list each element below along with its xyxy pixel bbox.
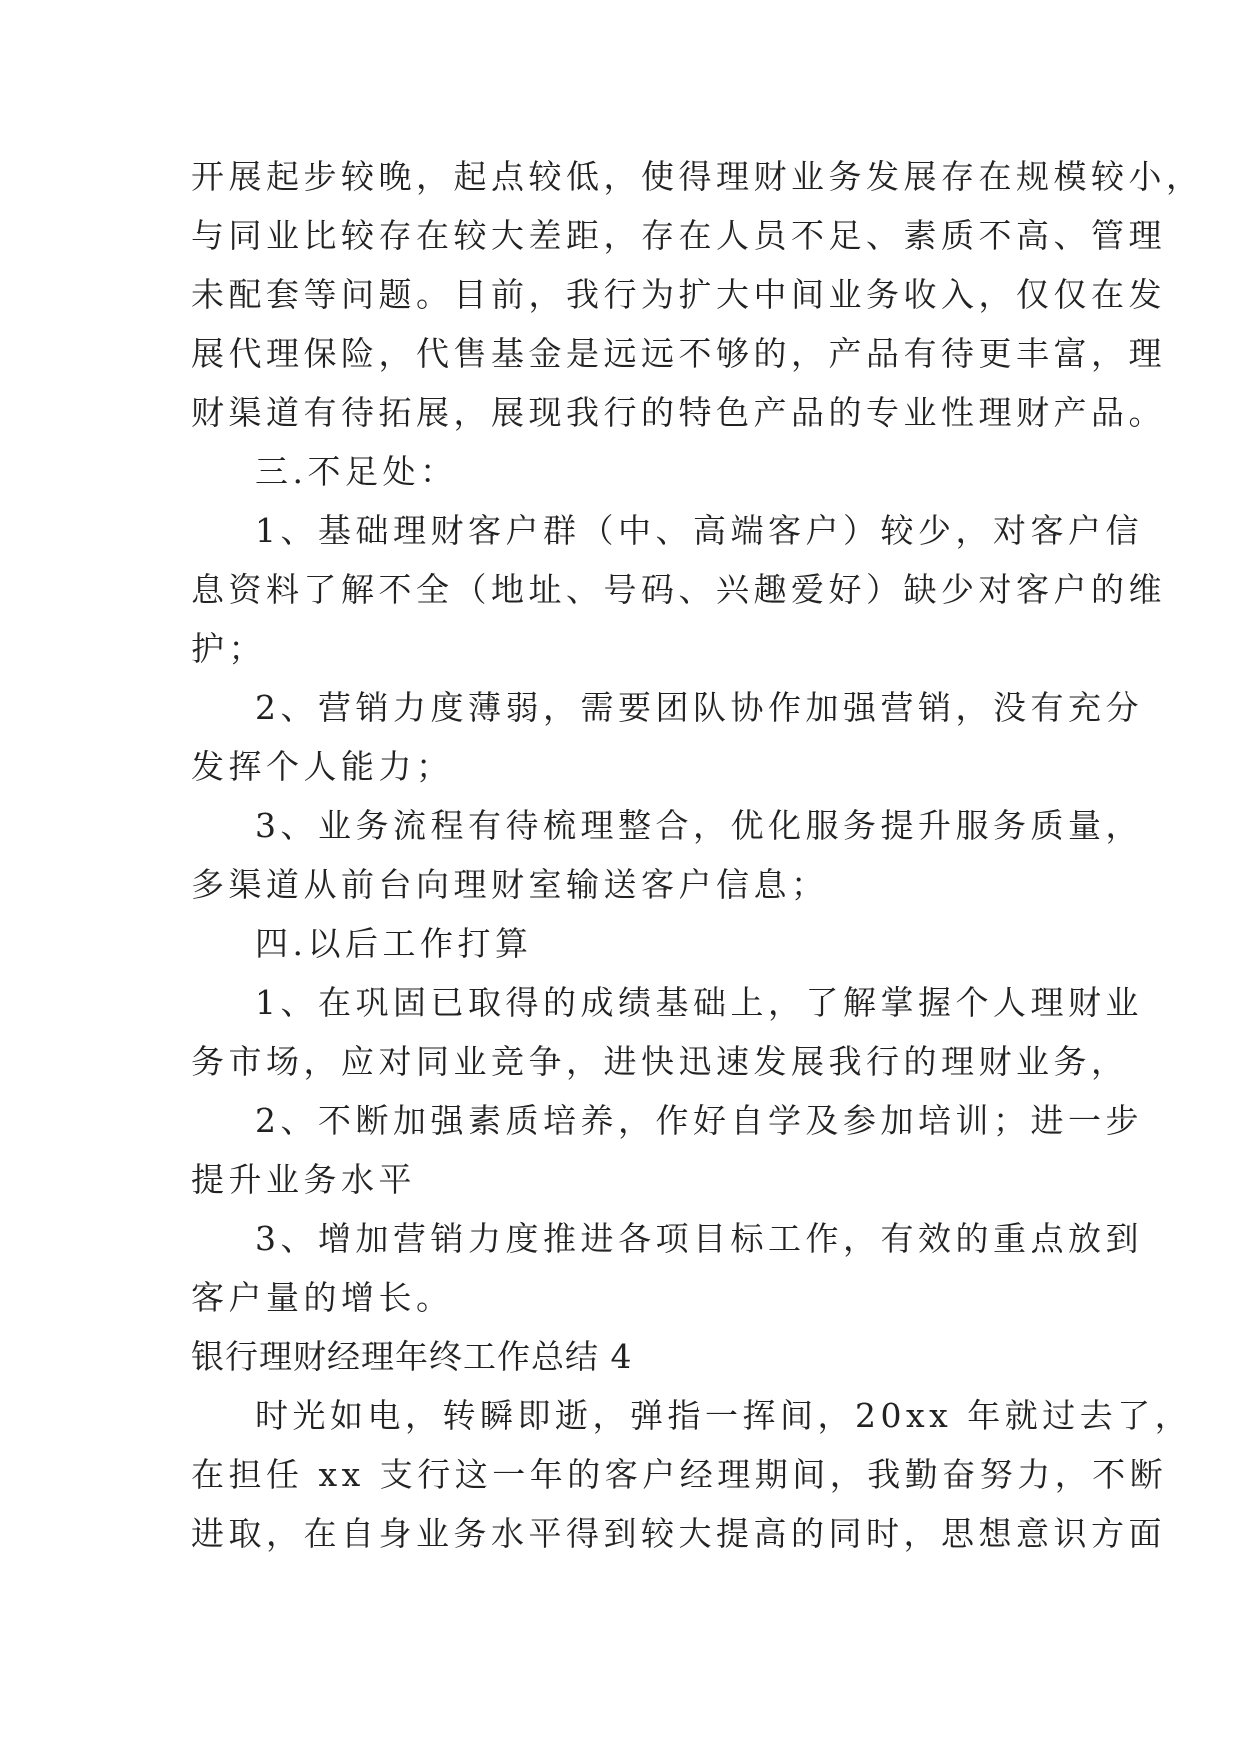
- text-line: 时光如电，转瞬即逝，弹指一挥间，20xx 年就过去了，: [255, 1396, 1193, 1435]
- section-heading: 四.以后工作打算: [255, 924, 533, 963]
- text-line: 2、营销力度薄弱，需要团队协作加强营销，没有充分: [255, 688, 1143, 727]
- text-line: 1、在巩固已取得的成绩基础上，了解掌握个人理财业: [255, 983, 1143, 1022]
- text-line: 提升业务水平: [191, 1160, 416, 1199]
- text-line: 在担任 xx 支行这一年的客户经理期间，我勤奋努力，不断: [191, 1455, 1168, 1494]
- text-line: 客户量的增长。: [191, 1278, 454, 1317]
- text-line: 未配套等问题。目前，我行为扩大中间业务收入，仅仅在发: [191, 275, 1166, 314]
- text-line: 展代理保险，代售基金是远远不够的，产品有待更丰富，理: [191, 334, 1166, 373]
- text-line: 开展起步较晚，起点较低，使得理财业务发展存在规模较小，: [191, 157, 1204, 196]
- document-title: 银行理财经理年终工作总结 4: [191, 1337, 633, 1376]
- text-line: 1、基础理财客户群（中、高端客户）较少，对客户信: [255, 511, 1143, 550]
- text-line: 息资料了解不全（地址、号码、兴趣爱好）缺少对客户的维: [191, 570, 1166, 609]
- text-line: 发挥个人能力；: [191, 747, 454, 786]
- section-heading: 三.不足处：: [255, 452, 458, 491]
- text-line: 3、增加营销力度推进各项目标工作，有效的重点放到: [255, 1219, 1143, 1258]
- text-line: 进取，在自身业务水平得到较大提高的同时，思想意识方面: [191, 1514, 1166, 1553]
- text-line: 务市场，应对同业竞争，进快迅速发展我行的理财业务，: [191, 1042, 1129, 1081]
- text-line: 3、业务流程有待梳理整合，优化服务提升服务质量，: [255, 806, 1143, 845]
- text-line: 护；: [191, 629, 266, 668]
- text-line: 2、不断加强素质培养，作好自学及参加培训；进一步: [255, 1101, 1143, 1140]
- text-line: 多渠道从前台向理财室输送客户信息；: [191, 865, 829, 904]
- text-line: 与同业比较存在较大差距，存在人员不足、素质不高、管理: [191, 216, 1166, 255]
- text-line: 财渠道有待拓展，展现我行的特色产品的专业性理财产品。: [191, 393, 1166, 432]
